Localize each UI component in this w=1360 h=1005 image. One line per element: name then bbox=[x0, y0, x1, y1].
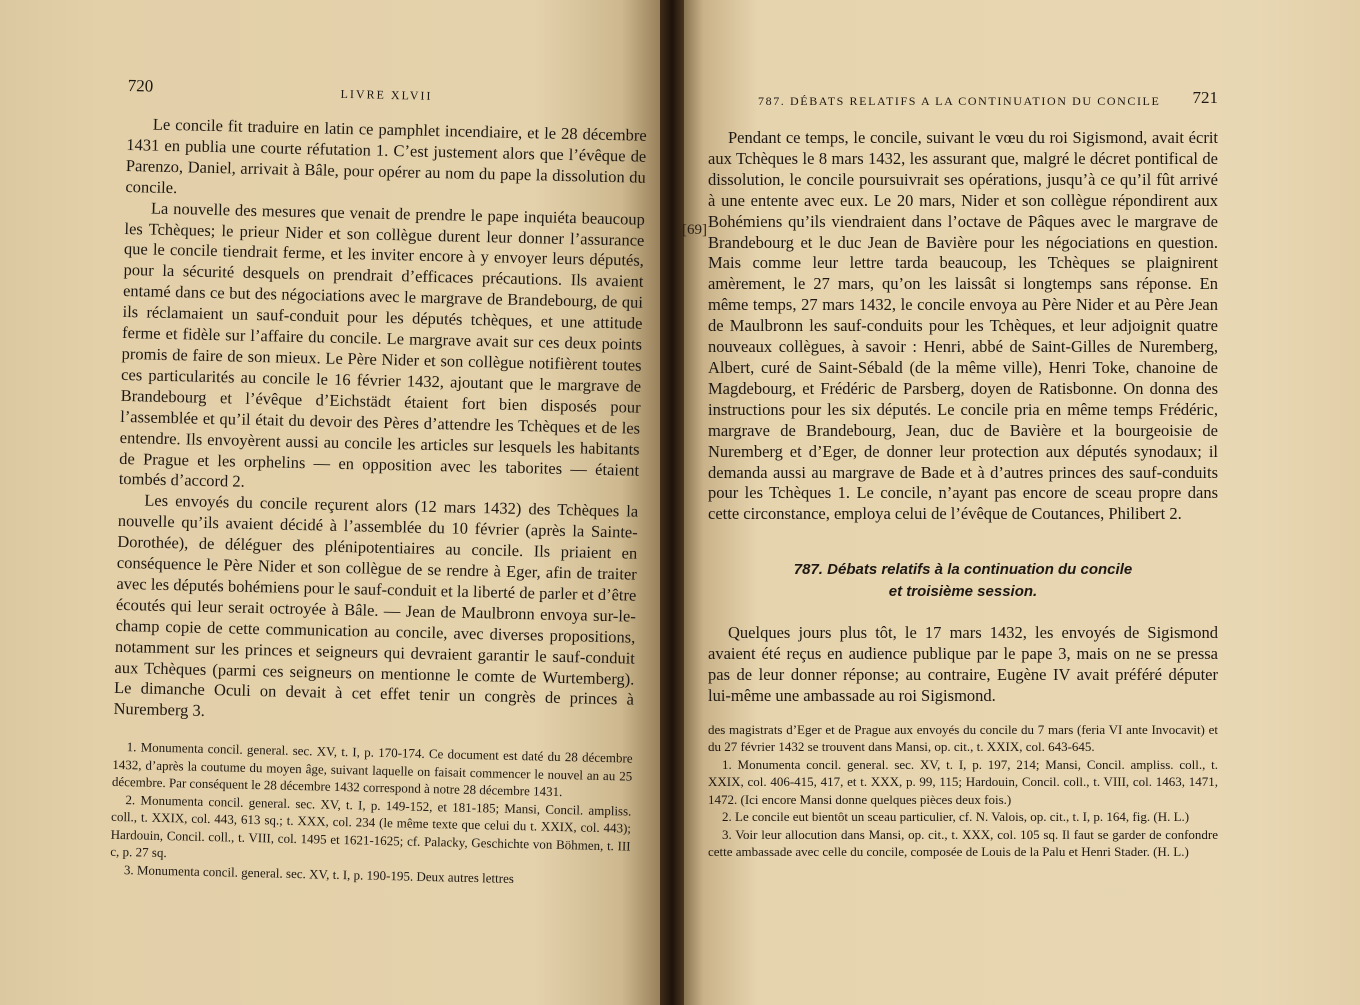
footnote: 2. Le concile eut bientôt un sceau particulier, cf. N. Valois, op. cit., t. I, p. 164, fig. (H. L.) bbox=[722, 809, 1190, 825]
section-heading-line: 787. Débats relatifs à la continuation du concile bbox=[793, 561, 1133, 579]
paragraph: La nouvelle des mesures que venait de prendre le pape inquiéta beaucoup les Tchèques; le prieur Nider et son collègue durent leur donner l’assurance que le concile tiendrait ferme, et les inviter encore à y envoyer leurs députés, pour la sécurité desquels on prendrait d’efficaces précautions. Ils avaient entamé dans ce but des négociations avec le margrave de Brandebourg, de qui ils réclamaient un sauf-conduit pour les députés tchèques, et une attitude ferme et fidèle sur l’affaire du concile. Le margrave avait sur ces deux points promis de faire de son mieux. Le Père Nider et son collègue notifièrent toutes ces particularités au concile le 16 février 1432, ajoutant que le margrave de Brandebourg et l’évêque d’Eichstädt étaient fort bien disposés pour l’assemblée et qu’il était du devoir des Pères d’attendre les Tchèques et de les entendre. Ils envoyèrent aussi au concile les articles sur lesquels les habitants de Prague et les orphelins — en opposition avec les taborites — étaient tombés d’accord 2. bbox=[118, 198, 646, 492]
right-body-text bbox=[708, 128, 1218, 525]
left-page bbox=[0, 0, 668, 1005]
paragraph: Les envoyés du concile reçurent alors (12 mars 1432) des Tchèques la nouvelle qu’ils avaient décidé à l’assemblée du 10 février (après la Sainte-Dorothée), de déléguer des plénipotentiaires au concile. Ils priaient en conséquence le Père Nider et son collègue de se rendre à Eger, afin de traiter avec les députés bohémiens pour le sauf-conduit et la liberté de parler et d’être écoutés qui leur serait octroyée à Bâle. — Jean de Maulbronn envoya sur-le-champ copie de cette communication au concile, avec diverses propositions, notamment sur les princes et seigneurs qui devraient garantir le sauf-conduit aux Tchèques (parmi ces seigneurs on mentionne le comte de Wurtemberg). Le dimanche Oculi on devait à cet effet tenir un congrès de princes à Nuremberg 3. bbox=[113, 490, 639, 721]
footnote: 3. Monumenta concil. general. sec. XV, t. I, p. 190-195. Deux autres lettres bbox=[123, 861, 515, 886]
paragraph: Le concile fit traduire en latin ce pamphlet incendiaire, et le 28 décembre 1431 en publia une courte réfutation 1. C’est justement alors que l’évêque de Parenzo, Daniel, arrivait à Bâle, pour opérer au nom du pape la dissolution du concile. bbox=[125, 114, 647, 197]
left-page-content bbox=[110, 74, 648, 890]
left-body-text bbox=[113, 114, 647, 732]
margin-mark: [69] bbox=[682, 222, 707, 238]
right-section-text bbox=[708, 623, 1218, 707]
footnote: 1. Monumenta concil. general. sec. XV, t. I, p. 197, 214; Mansi, Concil. ampliss. coll., t. XXIX, col. 406-415, 417, et t. XXX, p. 99, 115; Hardouin, Concil. coll., t. VIII, col. 1463, 1471, 1472. (Ici encore Mansi donne quelques pièces deux fois.) bbox=[708, 756, 1218, 807]
book-gutter bbox=[660, 0, 684, 1005]
page-number: 720 bbox=[127, 75, 154, 96]
footnote: 3. Voir leur allocution dans Mansi, op. cit., t. XXX, col. 105 sq. Il faut se garder de confondre cette ambassade avec celle du concile, composée de Louis de la Palu et Henri Stader. (H. L.) bbox=[708, 826, 1218, 860]
page-number: 721 bbox=[1192, 88, 1218, 107]
paragraph: Quelques jours plus tôt, le 17 mars 1432, les envoyés de Sigismond avaient été reçus en audience publique par le pape 3, mais on ne se pressa pas de leur donner réponse; au contraire, Eugène IV avait préféré députer lui-même une ambassade au roi Sigismond. bbox=[708, 623, 1218, 705]
running-title: LIVRE XLVII bbox=[340, 86, 433, 103]
running-title: 787. DÉBATS RELATIFS A LA CONTINUATION DU CONCILE bbox=[758, 94, 1161, 108]
right-footnotes bbox=[708, 721, 1218, 861]
right-page-content bbox=[708, 88, 1218, 861]
right-page bbox=[676, 0, 1360, 1005]
footnote: 1. Monumenta concil. general. sec. XV, t. I, p. 170-174. Ce document est daté du 28 décembre 1432, d’après la coutume du moyen âge, suivant laquelle on faisait commencer le nouvel an au 25 décembre. Par conséquent le 28 décembre 1432 correspond à notre 28 décembre 1431. bbox=[111, 739, 633, 800]
footnote: 2. Monumenta concil. general. sec. XV, t. I, p. 149-152, et 181-185; Mansi, Concil. ampliss. coll., t. XXIX, col. 443, 613 sq.; t. XXX, col. 234 (le même texte que celui du t. XXIX, col. 443); Hardouin, Concil. coll., t. VIII, col. 1495 et 1621-1625; cf. Palacky, Geschichte von Böhmen, t. III c, p. 27 sq. bbox=[110, 791, 632, 861]
left-footnotes bbox=[110, 738, 633, 890]
section-heading bbox=[708, 559, 1218, 603]
right-running-head bbox=[708, 88, 1218, 128]
paragraph: Pendant ce temps, le concile, suivant le vœu du roi Sigismond, avait écrit aux Tchèques le 8 mars 1432, les assurant que, malgré le décret pontifical de dissolution, le concile poursuivrait ses opérations, jusqu’à ce qu’il fût arrivé à une entente avec eux. Le 20 mars, Nider et son collègue répondirent aux Bohémiens qu’ils viendraient dans l’octave de Pâques avec le margrave de Brandebourg et le duc Jean de Bavière pour les négociations en question. Mais comme leur lettre tarda beaucoup, les Tchèques se plaignirent amèrement, le 27 mars, qu’on les laissât si longtemps sans réponse. En même temps, 27 mars 1432, le concile envoya au Père Nider et au Père Jean de Maulbronn les sauf-conduits pour les Tchèques, et leur adjoignit quatre nouveaux collègues, à savoir : Henri, abbé de Saint-Gilles de Nuremberg, Albert, curé de Saint-Sébald (de la même ville), Henri Toke, chanoine de Magdebourg, et Frédéric de Parsberg, doyen de Ratisbonne. On donna des instructions pour les six députés. Le concile pria en même temps Frédéric, margrave de Brandebourg, Jean, duc de Bavière et la bourgeoisie de Nuremberg et d’Eger, de donner leur protection aux députés synodaux; il demanda aussi au margrave de Bade et à d’autres princes des sauf-conduits pour les Tchèques 1. Le concile, n’ayant pas encore de sceau propre dans cette circonstance, employa celui de l’évêque de Coutances, Philibert 2. bbox=[708, 128, 1218, 524]
section-heading-line: et troisième session. bbox=[888, 583, 1038, 601]
footnote-continuation: des magistrats d’Eger et de Prague aux envoyés du concile du 7 mars (feria VI ante Invocavit) et du 27 février 1432 se trouvent dans Mansi, op. cit., t. XXIX, col. 643-645. bbox=[708, 721, 1218, 755]
